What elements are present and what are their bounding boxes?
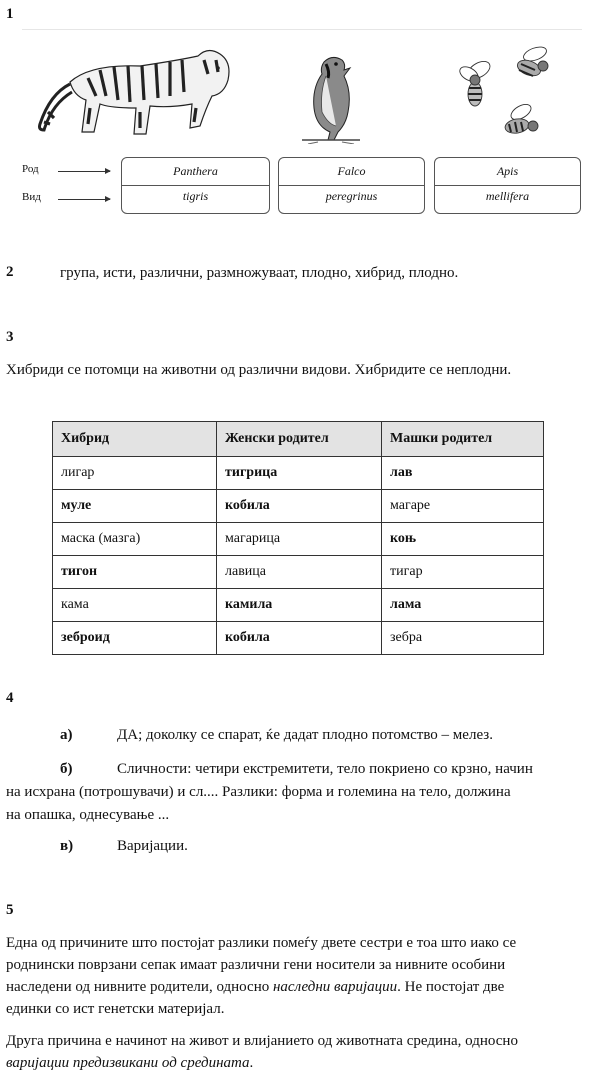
table-row xyxy=(53,523,544,556)
text-run: . Не постојат две xyxy=(397,979,505,995)
item-text-v: Варијации. xyxy=(117,838,188,854)
table-cell: зебра xyxy=(382,622,544,655)
taxon-box-bee xyxy=(434,157,581,214)
item-label-a: а) xyxy=(60,727,73,743)
tiger-illustration xyxy=(30,34,240,144)
emphasis-text: варијации предизвикани од средината xyxy=(6,1055,250,1071)
genus-name: Falco xyxy=(337,164,366,178)
item-text-b-line3: на опашка, однесување ... xyxy=(6,807,170,823)
table-cell: лавица xyxy=(217,556,382,589)
paragraph-1-line3 xyxy=(6,976,504,999)
paragraph-1-line2: роднински поврзани сепак имаат различни гени носители за нивните особини xyxy=(6,957,506,973)
table-cell: зеброид xyxy=(53,622,217,655)
table-row xyxy=(53,622,544,655)
paragraph-2-line2 xyxy=(6,1052,253,1075)
table-cell: тигон xyxy=(53,556,217,589)
falcon-illustration xyxy=(298,52,364,144)
species-name: peregrinus xyxy=(325,189,378,203)
taxon-box-tiger xyxy=(121,157,270,214)
table-cell: кама xyxy=(53,589,217,622)
table-cell: кобила xyxy=(217,622,382,655)
table-row xyxy=(53,556,544,589)
table-row xyxy=(53,490,544,523)
paragraph-1-line4: единки со ист генетски материјал. xyxy=(6,1001,225,1017)
table-cell: маска (мазга) xyxy=(53,523,217,556)
arrow-right-icon xyxy=(58,199,110,200)
label-genus: Род xyxy=(22,163,39,175)
column-header: Хибрид xyxy=(53,422,217,457)
table-cell: кобила xyxy=(217,490,382,523)
genus-name: Panthera xyxy=(173,164,218,178)
answer-text-3: Хибриди се потомци на животни од различни видови. Хибридите се неплодни. xyxy=(6,362,512,378)
table-row xyxy=(53,457,544,490)
table-cell: лигар xyxy=(53,457,217,490)
item-text-a: ДА; доколку се спарат, ќе дадат плодно потомство – мелез. xyxy=(117,727,493,743)
genus-name: Apis xyxy=(496,164,519,178)
emphasis-text: наследни варијации xyxy=(272,979,398,995)
text-run: наследени од нивните родители, односно xyxy=(6,979,273,995)
hybrids-table xyxy=(52,421,544,655)
table-cell: магаре xyxy=(382,490,544,523)
text-run: . xyxy=(249,1055,254,1071)
label-species: Вид xyxy=(22,191,41,203)
table-cell: коњ xyxy=(382,523,544,556)
table-cell: лав xyxy=(382,457,544,490)
taxon-box-falcon xyxy=(278,157,425,214)
item-label-b: б) xyxy=(60,761,73,777)
species-name: mellifera xyxy=(485,189,530,203)
table-cell: лама xyxy=(382,589,544,622)
item-text-b-line1: Сличности: четири екстремитети, тело покриено со крзно, начин xyxy=(117,761,533,777)
column-header: Машки родител xyxy=(382,422,544,457)
question-number-1: 1 xyxy=(6,6,14,22)
question-number-5: 5 xyxy=(6,902,14,918)
arrow-right-icon xyxy=(58,171,110,172)
column-header: Женски родител xyxy=(217,422,382,457)
answer-text-2: група, исти, различни, размножуваат, плодно, хибрид, плодно. xyxy=(60,265,459,281)
table-cell: камила xyxy=(217,589,382,622)
table-cell: магарица xyxy=(217,523,382,556)
table-cell: тигрица xyxy=(217,457,382,490)
table-cell: тигар xyxy=(382,556,544,589)
table-row xyxy=(53,589,544,622)
item-label-v: в) xyxy=(60,838,74,854)
paragraph-2-line1: Друга причина е начинот на живот и влијанието од животната средина, односно xyxy=(6,1033,518,1049)
bees-illustration xyxy=(455,40,565,145)
table-header-row xyxy=(53,422,544,457)
question-number-3: 3 xyxy=(6,329,14,345)
divider-line xyxy=(22,29,582,30)
species-name: tigris xyxy=(182,189,209,203)
question-number-2: 2 xyxy=(6,264,14,280)
paragraph-1-line1: Една од причините што постојат разлики помеѓу двете сестри е тоа што иако се xyxy=(6,935,517,951)
question-number-4: 4 xyxy=(6,690,14,706)
table-cell: муле xyxy=(53,490,217,523)
item-text-b-line2: на исхрана (потрошувачи) и сл.... Разлики: форма и големина на тело, должина xyxy=(6,784,511,800)
